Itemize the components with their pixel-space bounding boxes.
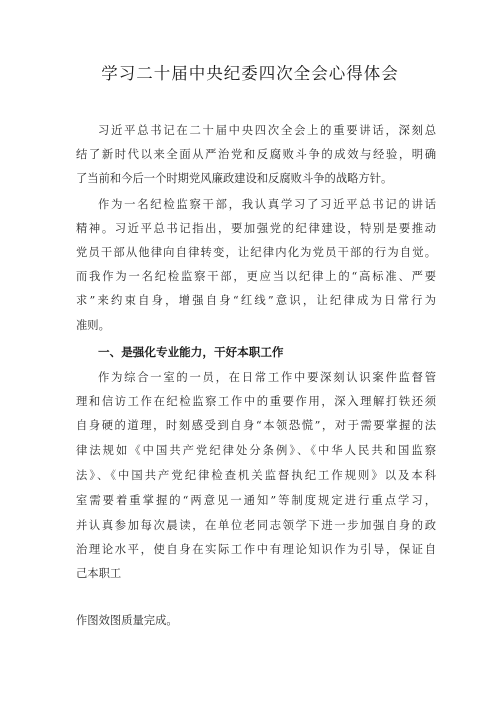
- paragraph-3-line: 律法规如《中国共产党纪律处分条例》、《中华人民共和国监察: [76, 444, 436, 457]
- paragraph-2-line: 求”来约束自身，增强自身“红线”意识，让纪律成为日常行为: [76, 294, 436, 307]
- paragraph-3-line: 并认真参加每次晨读，在单位老同志领学下进一步加强自身的政: [76, 519, 436, 532]
- paragraph-1-line: 习近平总书记在二十届中央四次全会上的重要讲话，深刻总: [98, 124, 436, 137]
- paragraph-3-line: 自身硬的道理，时刻感受到自身“本领恐慌”，对于需要掌握的法: [76, 419, 436, 432]
- paragraph-2-line: 作为一名纪检监察干部，我认真学习了习近平总书记的讲话: [98, 198, 436, 211]
- document-title: 学习二十届中央纪委四次全会心得体会: [101, 64, 399, 83]
- paragraph-3-line: 己本职工: [76, 567, 122, 580]
- paragraph-3-line: 法》、《中国共产党纪律检查机关监督执纪工作规则》以及本科: [76, 469, 436, 482]
- paragraph-2-line: 党员干部从他律向自律转变，让纪律内化为党员干部的行为自觉。: [76, 246, 436, 259]
- section-heading: 一、是强化专业能力，干好本职工作: [98, 345, 284, 359]
- paragraph-2-line: 准则。: [76, 319, 110, 332]
- paragraph-1-line: 了当前和今后一个时期党风廉政建设和反腐败斗争的战略方针。: [76, 172, 393, 185]
- paragraph-3-line: 作为综合一室的一员，在日常工作中要深刻认识案件监督管: [98, 371, 436, 384]
- paragraph-3-line: 室需要着重掌握的“两意见一通知”等制度规定进行重点学习，: [76, 494, 436, 507]
- paragraph-2-line: 而我作为一名纪检监察干部，更应当以纪律上的“高标准、严要: [76, 270, 436, 283]
- paragraph-3-line: 治理论水平，使自身在实际工作中有理论知识作为引导，保证自: [76, 543, 436, 556]
- paragraph-3-line: 理和信访工作在纪检监察工作中的重要作用，深入理解打铁还须: [76, 395, 436, 408]
- paragraph-1-line: 结了新时代以来全面从严治党和反腐败斗争的成效与经验，明确: [76, 148, 436, 161]
- paragraph-2-line: 精神。习近平总书记指出，要加强党的纪律建设，特别是要推动: [76, 222, 436, 235]
- paragraph-3-line: 作图效图质量完成。: [76, 614, 178, 627]
